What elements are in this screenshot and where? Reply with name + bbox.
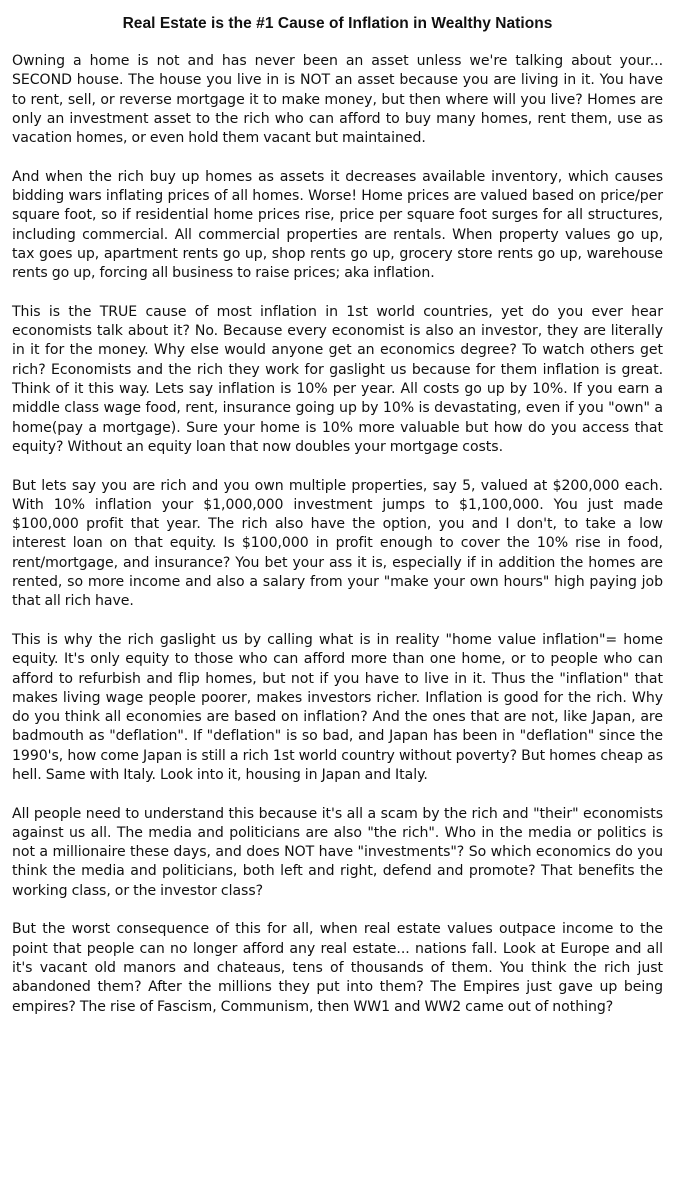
paragraph-3: This is the TRUE cause of most inflation in 1st world countries, yet do you ever hear economists talk about it? No. Because every economist is also an investor, they are literally in it for the money. Why else would anyone get an economics degree? To watch others get rich? Economists and the rich they work for gaslight us because for them inflation is great. Think of it this way. Lets say inflation is 10% per year. All costs go up by 10%. If you earn a middle class wage food, rent, insurance going up by 10% is devastating, even if you "own" a home(pay a mortgage). Sure your home is 10% more valuable but how do you access that equity? Without an equity loan that now doubles your mortgage costs. (12, 303, 663, 455)
paragraph-5: This is why the rich gaslight us by calling what is in reality "home value inflation"= home equity. It's only equity to those who can afford more than one home, or to people who can afford to refurbish and flip homes, but not if you have to live in it. Thus the "inflation" that makes living wage people poorer, makes investors richer. Inflation is good for the rich. Why do you think all economies are based on inflation? And the ones that are not, like Japan, are badmouth as "deflation". If "deflation" is so bad, and Japan has been in "deflation" since the 1990's, how come Japan is still a rich 1st world country without poverty? But homes cheap as hell. Same with Italy. Look into it, housing in Japan and Italy. (12, 631, 663, 783)
paragraph-6: All people need to understand this because it's all a scam by the rich and "their" economists against us all. The media and politicians are also "the rich". Who in the media or politics is not a millionaire these days, and does NOT have "investments"? So which economics do you think the media and politicians, both left and right, defend and promote? That benefits the working class, or the investor class? (12, 805, 663, 899)
paragraph-2: And when the rich buy up homes as assets it decreases available inventory, which causes bidding wars inflating prices of all homes. Worse! Home prices are valued based on price/per square foot, so if residential home prices rise, price per square foot surges for all structures, including commercial. All commercial properties are rentals. When property values go up, tax goes up, apartment rents go up, shop rents go up, grocery store rents go up, warehouse rents go up, forcing all business to raise prices; aka inflation. (12, 168, 663, 282)
paragraph-7: But the worst consequence of this for all, when real estate values outpace income to the point that people can no longer afford any real estate... nations fall. Look at Europe and all it's vacant old manors and chateaus, tens of thousands of them. You think the rich just abandoned them? After the millions they put into them? The Empires just gave up being empires? The rise of Fascism, Communism, then WW1 and WW2 came out of nothing? (12, 921, 663, 1015)
paragraph-1: Owning a home is not and has never been an asset unless we're talking about your... SECOND house. The house you live in is NOT an asset because you are living in it. You have to rent, sell, or reverse mortgage it to make money, but then where will you live? Homes are only an investment asset to the rich who can afford to buy many homes, rent them, use as vacation homes, or even hold them vacant but maintained. (12, 53, 663, 147)
document-title: Real Estate is the #1 Cause of Inflation in Wealthy Nations (122, 15, 553, 32)
paragraph-4: But lets say you are rich and you own multiple properties, say 5, valued at $200,000 each. With 10% inflation your $1,000,000 investment jumps to $1,100,000. You just made $100,000 profit that year. The rich also have the option, you and I don't, to take a low interest loan on that equity. Is $100,000 in profit enough to cover the 10% rise in food, rent/mortgage, and insurance? You bet your ass it is, especially if in addition the homes are rented, so more income and also a salary from your "make your own hours" high paying job that all rich have. (12, 477, 663, 610)
